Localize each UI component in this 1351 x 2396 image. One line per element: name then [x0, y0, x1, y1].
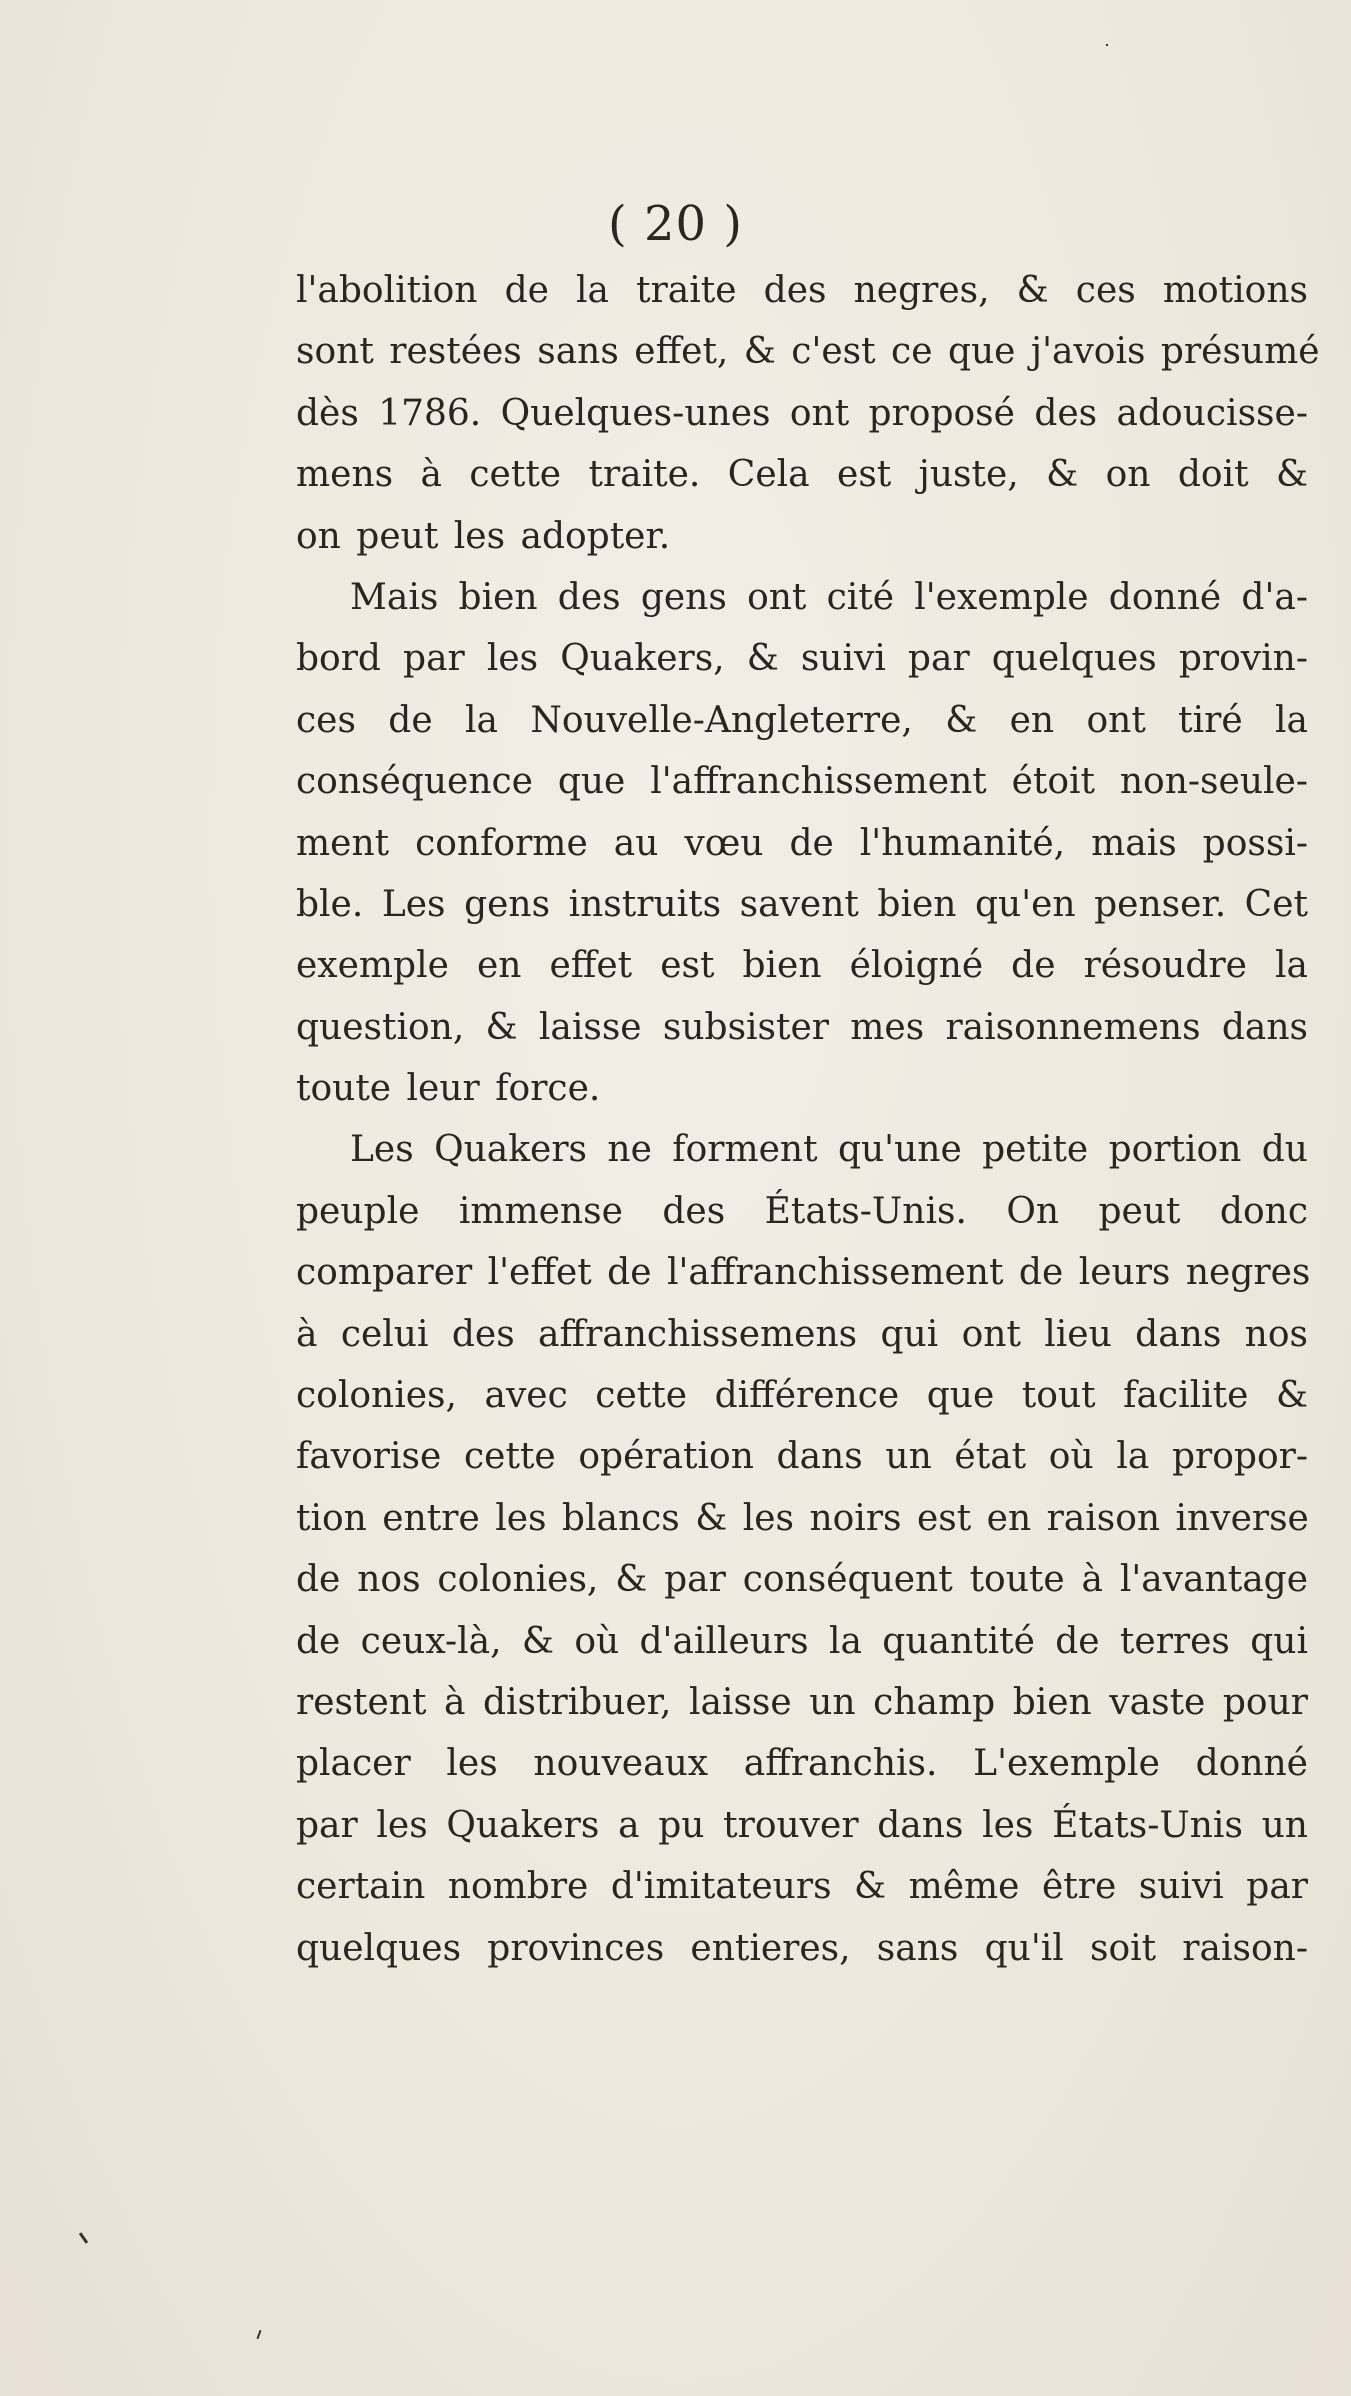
- text-line: ment conforme au vœu de l'humanité, mais possi-: [296, 822, 1308, 864]
- text-line: Les Quakers ne forment qu'une petite portion du: [350, 1129, 1308, 1171]
- text-line: Mais bien des gens ont cité l'exemple donné d'a-: [350, 576, 1308, 618]
- text-line: colonies, avec cette différence que tout facilite &: [296, 1375, 1308, 1417]
- body-text: [296, 260, 1320, 1979]
- text-line: comparer l'effet de l'affranchissement de leurs negres: [296, 1252, 1311, 1294]
- text-line: mens à cette traite. Cela est juste, & on doit &: [296, 454, 1308, 496]
- text-line: exemple en effet est bien éloigné de résoudre la: [296, 945, 1308, 987]
- text-line: dès 1786. Quelques-unes ont proposé des adoucisse-: [296, 392, 1308, 434]
- text-line: toute leur force.: [296, 1068, 601, 1110]
- text-line: certain nombre d'imitateurs & même être suivi par: [296, 1866, 1308, 1908]
- text-line: sont restées sans effet, & c'est ce que j'avois présumé: [296, 331, 1320, 373]
- text-line: à celui des affranchissemens qui ont lieu dans nos: [296, 1313, 1308, 1355]
- text-line: placer les nouveaux affranchis. L'exemple donné: [296, 1743, 1308, 1785]
- page-number: ( 20 ): [607, 196, 744, 252]
- ink-speck: [1106, 44, 1108, 46]
- text-line: peuple immense des États-Unis. On peut donc: [296, 1190, 1308, 1232]
- text-line: favorise cette opération dans un état où la propor-: [296, 1436, 1308, 1478]
- text-line: par les Quakers a pu trouver dans les États-Unis un: [296, 1804, 1308, 1846]
- text-line: ble. Les gens instruits savent bien qu'en penser. Cet: [296, 883, 1308, 925]
- text-line: l'abolition de la traite des negres, & ces motions: [296, 270, 1308, 311]
- text-line: ces de la Nouvelle-Angleterre, & en ont tiré la: [296, 699, 1308, 741]
- text-line: de nos colonies, & par conséquent toute à l'avantage: [296, 1559, 1308, 1601]
- text-line: quelques provinces entieres, sans qu'il soit raison-: [296, 1927, 1308, 1969]
- text-line: question, & laisse subsister mes raisonnemens dans: [296, 1006, 1308, 1048]
- text-line: de ceux-là, & où d'ailleurs la quantité de terres qui: [296, 1620, 1308, 1662]
- text-line: on peut les adopter.: [296, 515, 671, 557]
- text-line: restent à distribuer, laisse un champ bien vaste pour: [296, 1681, 1308, 1723]
- ink-speck: [79, 2232, 88, 2244]
- ink-speck: [257, 2330, 262, 2339]
- text-line: tion entre les blancs & les noirs est en raison inverse: [296, 1497, 1309, 1539]
- text-line: bord par les Quakers, & suivi par quelques provin-: [296, 638, 1308, 680]
- text-line: conséquence que l'affranchissement étoit non-seule-: [296, 761, 1308, 803]
